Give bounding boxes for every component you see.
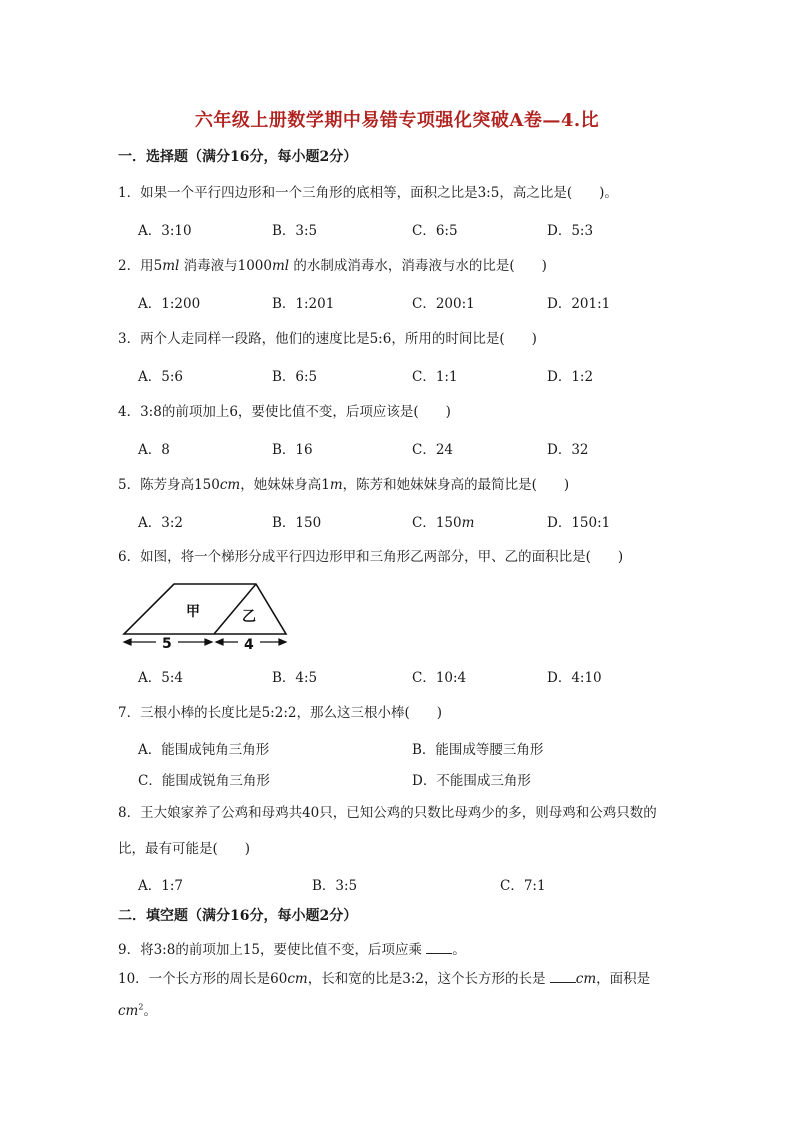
q3-option-b[interactable]: B．6:5 [272, 369, 318, 385]
answer-blank[interactable] [550, 970, 576, 983]
q3-option-c[interactable]: C．1:1 [412, 369, 458, 385]
q3-option-a[interactable]: A．5:6 [138, 369, 183, 385]
arrowhead-icon [205, 639, 212, 645]
q6-option-d[interactable]: D．4:10 [547, 670, 602, 686]
section-heading-choice: 一．选择题（满分16分，每小题2分） [118, 149, 358, 165]
q2-option-c[interactable]: C．200:1 [412, 296, 475, 312]
q7-option-c[interactable]: C．能围成锐角三角形 [138, 773, 270, 789]
q5-option-d[interactable]: D．150:1 [547, 515, 611, 531]
q7-option-a[interactable]: A．能围成钝角三角形 [138, 742, 270, 758]
arrowhead-icon [279, 639, 286, 645]
label-yi: 乙 [242, 609, 256, 625]
page-title: 六年级上册数学期中易错专项强化突破A卷—4.比 [194, 110, 600, 131]
label-jia: 甲 [186, 604, 200, 620]
dim-right-label: 4 [244, 637, 254, 653]
section-heading-fill: 二．填空题（满分16分，每小题2分） [118, 908, 358, 924]
trapezoid-figure [118, 578, 293, 653]
q2-option-a[interactable]: A．1:200 [138, 296, 201, 312]
question-8-line-2: 比，最有可能是( ) [118, 841, 251, 857]
q5-option-c[interactable]: C．150m [412, 515, 475, 531]
q6-option-b[interactable]: B．4:5 [272, 670, 318, 686]
question-5: 5．陈芳身高150cm，她妹妹身高1m，陈芳和她妹妹身高的最简比是( ) [118, 477, 570, 493]
q4-option-a[interactable]: A．8 [138, 442, 170, 458]
q5-option-a[interactable]: A．3:2 [138, 515, 183, 531]
q6-option-a[interactable]: A．5:4 [138, 670, 183, 686]
q5-option-b[interactable]: B．150 [272, 515, 322, 531]
question-7: 7．三根小棒的长度比是5:2:2，那么这三根小棒( ) [118, 705, 442, 721]
q4-option-d[interactable]: D．32 [547, 442, 589, 458]
q2-option-b[interactable]: B．1:201 [272, 296, 335, 312]
q1-option-d[interactable]: D．5:3 [547, 223, 594, 239]
q4-option-c[interactable]: C．24 [412, 442, 454, 458]
question-9: 9．将3:8的前项加上15，要使比值不变，后项应乘 。 [118, 942, 466, 958]
arrowhead-icon [216, 639, 223, 645]
question-6: 6．如图，将一个梯形分成平行四边形甲和三角形乙两部分，甲、乙的面积比是( ) [118, 549, 624, 565]
dim-left-label: 5 [162, 636, 172, 652]
q6-option-c[interactable]: C．10:4 [412, 670, 467, 686]
q7-option-b[interactable]: B．能围成等腰三角形 [412, 742, 544, 758]
q1-option-a[interactable]: A．3:10 [138, 223, 192, 239]
q3-option-d[interactable]: D．1:2 [547, 369, 594, 385]
q7-option-d[interactable]: D．不能围成三角形 [412, 773, 531, 789]
question-8-line-1: 8．王大娘家养了公鸡和母鸡共40只，已知公鸡的只数比母鸡少的多，则母鸡和公鸡只数的 [118, 805, 657, 821]
q8-option-c[interactable]: C．7:1 [500, 878, 546, 894]
q4-option-b[interactable]: B．16 [272, 442, 313, 458]
q1-option-b[interactable]: B．3:5 [272, 223, 318, 239]
q8-option-b[interactable]: B．3:5 [312, 878, 358, 894]
arrowhead-icon [124, 639, 131, 645]
q8-option-a[interactable]: A．1:7 [138, 878, 183, 894]
answer-blank[interactable] [426, 941, 452, 954]
question-10-line-2: $cm^2$。 [118, 1002, 157, 1019]
question-4: 4．3:8的前项加上6，要使比值不变，后项应该是( ) [118, 404, 451, 420]
q1-option-c[interactable]: C．6:5 [412, 223, 458, 239]
question-2: 2．用5ml 消毒液与1000ml 的水制成消毒水，消毒液与水的比是( ) [118, 258, 547, 274]
question-1: 1．如果一个平行四边形和一个三角形的底相等，面积之比是3:5，高之比是( )。 [118, 185, 618, 201]
q2-option-d[interactable]: D．201:1 [547, 296, 611, 312]
trapezoid-outline [124, 584, 286, 634]
question-3: 3．两个人走同样一段路，他们的速度比是5:6，所用的时间比是( ) [118, 331, 537, 347]
question-10: 10．一个长方形的周长是60cm，长和宽的比是3:2，这个长方形的长是 cm，面积是 [118, 971, 651, 987]
